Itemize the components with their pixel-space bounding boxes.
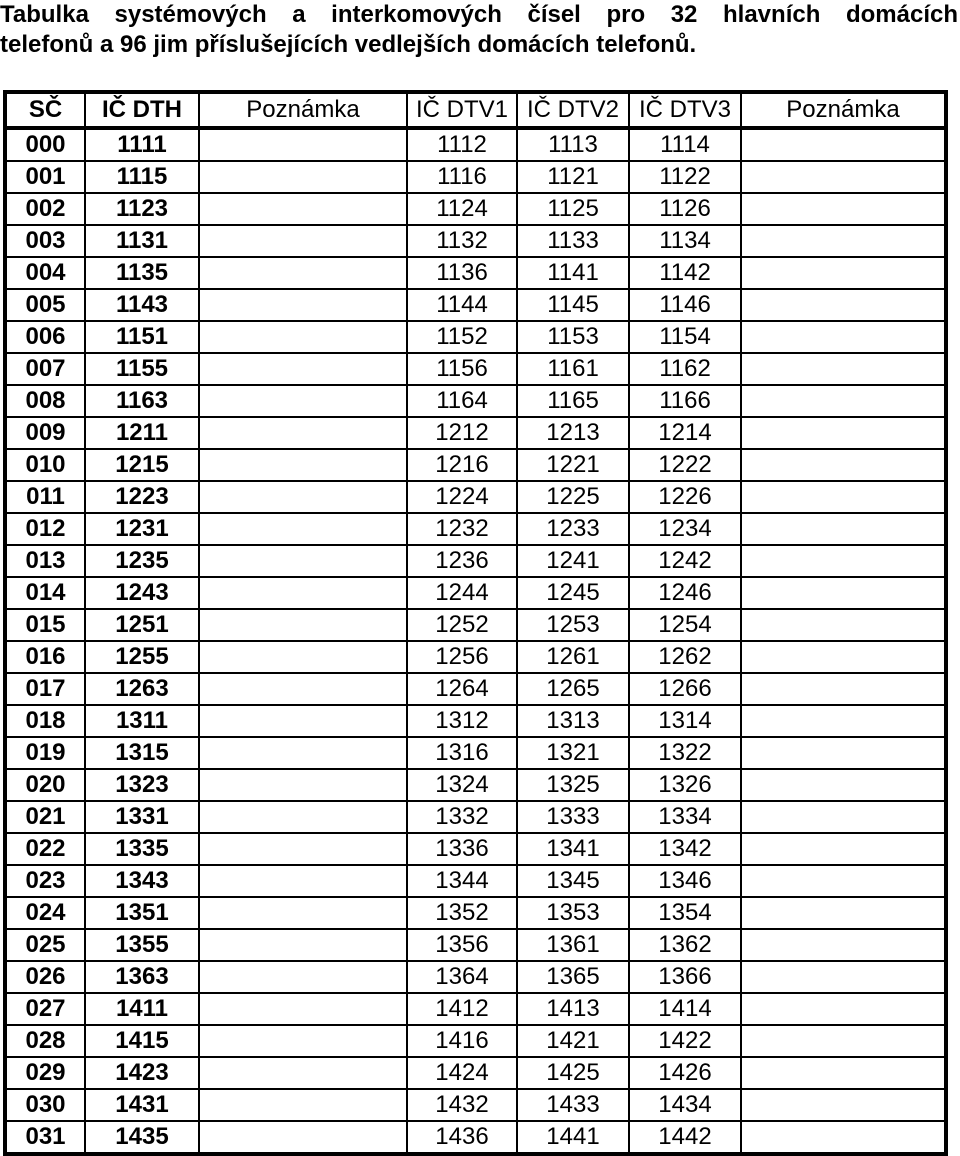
cell-note-1 <box>199 513 407 545</box>
cell-note-2 <box>741 545 946 577</box>
table-row <box>5 705 946 737</box>
cell-ic-dtv1: 1352 <box>407 897 517 929</box>
cell-sc: 023 <box>5 865 85 897</box>
cell-ic-dth: 1251 <box>85 609 199 641</box>
cell-ic-dtv2: 1245 <box>517 577 629 609</box>
cell-note-1 <box>199 353 407 385</box>
cell-note-1 <box>199 1089 407 1121</box>
cell-sc: 000 <box>5 128 85 161</box>
cell-ic-dth: 1423 <box>85 1057 199 1089</box>
cell-ic-dth: 1311 <box>85 705 199 737</box>
cell-ic-dtv3: 1246 <box>629 577 741 609</box>
cell-note-1 <box>199 769 407 801</box>
table-row <box>5 673 946 705</box>
cell-sc: 031 <box>5 1121 85 1154</box>
table-row <box>5 193 946 225</box>
table-row <box>5 385 946 417</box>
cell-ic-dtv1: 1112 <box>407 128 517 161</box>
cell-ic-dtv3: 1114 <box>629 128 741 161</box>
cell-note-1 <box>199 1025 407 1057</box>
header-note-1: Poznámka <box>199 92 407 128</box>
cell-note-2 <box>741 993 946 1025</box>
cell-ic-dtv3: 1362 <box>629 929 741 961</box>
cell-note-2 <box>741 193 946 225</box>
cell-ic-dtv2: 1165 <box>517 385 629 417</box>
cell-ic-dtv3: 1222 <box>629 449 741 481</box>
cell-ic-dtv1: 1356 <box>407 929 517 961</box>
cell-ic-dtv2: 1153 <box>517 321 629 353</box>
cell-ic-dtv3: 1134 <box>629 225 741 257</box>
cell-note-2 <box>741 257 946 289</box>
cell-note-2 <box>741 609 946 641</box>
cell-note-2 <box>741 225 946 257</box>
cell-ic-dth: 1223 <box>85 481 199 513</box>
cell-sc: 021 <box>5 801 85 833</box>
cell-ic-dtv3: 1214 <box>629 417 741 449</box>
cell-sc: 030 <box>5 1089 85 1121</box>
cell-sc: 009 <box>5 417 85 449</box>
cell-ic-dtv1: 1316 <box>407 737 517 769</box>
cell-ic-dtv2: 1161 <box>517 353 629 385</box>
cell-note-1 <box>199 417 407 449</box>
cell-ic-dth: 1131 <box>85 225 199 257</box>
cell-ic-dth: 1235 <box>85 545 199 577</box>
cell-ic-dtv2: 1261 <box>517 641 629 673</box>
table-row <box>5 449 946 481</box>
cell-sc: 007 <box>5 353 85 385</box>
header-sc: SČ <box>5 92 85 128</box>
cell-ic-dth: 1255 <box>85 641 199 673</box>
cell-note-2 <box>741 641 946 673</box>
cell-ic-dtv1: 1116 <box>407 161 517 193</box>
cell-ic-dtv3: 1266 <box>629 673 741 705</box>
header-row <box>5 92 946 128</box>
table-row <box>5 1089 946 1121</box>
cell-ic-dtv1: 1432 <box>407 1089 517 1121</box>
cell-ic-dtv2: 1321 <box>517 737 629 769</box>
cell-sc: 012 <box>5 513 85 545</box>
cell-note-1 <box>199 705 407 737</box>
cell-note-2 <box>741 385 946 417</box>
cell-sc: 005 <box>5 289 85 321</box>
cell-ic-dtv1: 1264 <box>407 673 517 705</box>
table-row <box>5 961 946 993</box>
cell-note-2 <box>741 929 946 961</box>
cell-ic-dtv3: 1414 <box>629 993 741 1025</box>
cell-ic-dtv1: 1132 <box>407 225 517 257</box>
cell-sc: 026 <box>5 961 85 993</box>
cell-sc: 011 <box>5 481 85 513</box>
table-row <box>5 1057 946 1089</box>
cell-ic-dtv1: 1144 <box>407 289 517 321</box>
cell-ic-dtv3: 1326 <box>629 769 741 801</box>
cell-note-1 <box>199 929 407 961</box>
table-row <box>5 545 946 577</box>
table-row <box>5 321 946 353</box>
cell-ic-dtv3: 1322 <box>629 737 741 769</box>
table-row <box>5 929 946 961</box>
cell-sc: 020 <box>5 769 85 801</box>
cell-ic-dtv2: 1113 <box>517 128 629 161</box>
cell-ic-dtv2: 1353 <box>517 897 629 929</box>
cell-sc: 017 <box>5 673 85 705</box>
cell-note-2 <box>741 1057 946 1089</box>
cell-sc: 015 <box>5 609 85 641</box>
header-ic-dtv1: IČ DTV1 <box>407 92 517 128</box>
cell-note-1 <box>199 193 407 225</box>
cell-ic-dth: 1123 <box>85 193 199 225</box>
cell-ic-dtv1: 1256 <box>407 641 517 673</box>
cell-note-2 <box>741 1089 946 1121</box>
cell-note-1 <box>199 577 407 609</box>
table-body <box>5 128 946 1154</box>
cell-ic-dtv2: 1225 <box>517 481 629 513</box>
cell-ic-dtv3: 1226 <box>629 481 741 513</box>
cell-note-1 <box>199 961 407 993</box>
cell-ic-dtv3: 1346 <box>629 865 741 897</box>
cell-note-1 <box>199 545 407 577</box>
cell-note-2 <box>741 289 946 321</box>
cell-ic-dtv1: 1324 <box>407 769 517 801</box>
table-row <box>5 865 946 897</box>
cell-ic-dtv3: 1354 <box>629 897 741 929</box>
cell-note-2 <box>741 128 946 161</box>
cell-ic-dtv2: 1313 <box>517 705 629 737</box>
table-row <box>5 801 946 833</box>
cell-ic-dth: 1343 <box>85 865 199 897</box>
cell-ic-dth: 1111 <box>85 128 199 161</box>
cell-note-2 <box>741 321 946 353</box>
cell-ic-dtv2: 1433 <box>517 1089 629 1121</box>
cell-note-1 <box>199 993 407 1025</box>
table-row <box>5 417 946 449</box>
cell-ic-dtv2: 1325 <box>517 769 629 801</box>
cell-ic-dtv1: 1164 <box>407 385 517 417</box>
table-row <box>5 128 946 161</box>
cell-ic-dtv1: 1436 <box>407 1121 517 1154</box>
cell-ic-dtv1: 1424 <box>407 1057 517 1089</box>
cell-ic-dtv2: 1365 <box>517 961 629 993</box>
cell-ic-dtv3: 1254 <box>629 609 741 641</box>
table-row <box>5 1025 946 1057</box>
cell-ic-dtv3: 1122 <box>629 161 741 193</box>
cell-ic-dth: 1243 <box>85 577 199 609</box>
cell-ic-dth: 1163 <box>85 385 199 417</box>
cell-ic-dtv1: 1212 <box>407 417 517 449</box>
cell-note-2 <box>741 737 946 769</box>
cell-note-1 <box>199 128 407 161</box>
cell-ic-dtv3: 1426 <box>629 1057 741 1089</box>
table-row <box>5 609 946 641</box>
cell-ic-dtv1: 1236 <box>407 545 517 577</box>
cell-ic-dtv1: 1364 <box>407 961 517 993</box>
cell-ic-dtv2: 1345 <box>517 865 629 897</box>
cell-ic-dtv3: 1434 <box>629 1089 741 1121</box>
cell-ic-dtv1: 1232 <box>407 513 517 545</box>
cell-ic-dtv3: 1242 <box>629 545 741 577</box>
cell-ic-dth: 1151 <box>85 321 199 353</box>
cell-note-1 <box>199 865 407 897</box>
cell-note-2 <box>741 481 946 513</box>
cell-ic-dtv1: 1412 <box>407 993 517 1025</box>
cell-ic-dtv3: 1422 <box>629 1025 741 1057</box>
cell-note-1 <box>199 225 407 257</box>
cell-ic-dtv3: 1162 <box>629 353 741 385</box>
cell-sc: 003 <box>5 225 85 257</box>
cell-note-2 <box>741 769 946 801</box>
cell-ic-dth: 1135 <box>85 257 199 289</box>
cell-ic-dtv3: 1166 <box>629 385 741 417</box>
cell-ic-dtv2: 1265 <box>517 673 629 705</box>
cell-note-2 <box>741 833 946 865</box>
cell-ic-dtv1: 1252 <box>407 609 517 641</box>
cell-ic-dtv3: 1334 <box>629 801 741 833</box>
cell-ic-dth: 1315 <box>85 737 199 769</box>
cell-ic-dtv1: 1344 <box>407 865 517 897</box>
table-row <box>5 897 946 929</box>
cell-note-2 <box>741 1025 946 1057</box>
cell-note-2 <box>741 673 946 705</box>
cell-note-1 <box>199 609 407 641</box>
cell-note-2 <box>741 353 946 385</box>
cell-note-1 <box>199 897 407 929</box>
cell-sc: 004 <box>5 257 85 289</box>
table-row <box>5 161 946 193</box>
cell-note-1 <box>199 289 407 321</box>
cell-ic-dtv1: 1312 <box>407 705 517 737</box>
cell-ic-dtv3: 1342 <box>629 833 741 865</box>
cell-ic-dth: 1355 <box>85 929 199 961</box>
cell-ic-dth: 1155 <box>85 353 199 385</box>
cell-ic-dtv2: 1233 <box>517 513 629 545</box>
header-ic-dtv2: IČ DTV2 <box>517 92 629 128</box>
cell-ic-dtv3: 1154 <box>629 321 741 353</box>
cell-note-2 <box>741 161 946 193</box>
cell-note-1 <box>199 321 407 353</box>
cell-ic-dtv2: 1253 <box>517 609 629 641</box>
cell-ic-dtv3: 1146 <box>629 289 741 321</box>
cell-ic-dtv3: 1126 <box>629 193 741 225</box>
table-row <box>5 641 946 673</box>
cell-ic-dth: 1323 <box>85 769 199 801</box>
cell-ic-dth: 1211 <box>85 417 199 449</box>
cell-ic-dtv3: 1234 <box>629 513 741 545</box>
cell-note-1 <box>199 1057 407 1089</box>
cell-ic-dtv2: 1413 <box>517 993 629 1025</box>
cell-ic-dth: 1231 <box>85 513 199 545</box>
cell-ic-dtv1: 1124 <box>407 193 517 225</box>
cell-note-1 <box>199 449 407 481</box>
cell-note-2 <box>741 513 946 545</box>
cell-note-1 <box>199 801 407 833</box>
cell-note-1 <box>199 641 407 673</box>
cell-ic-dtv1: 1224 <box>407 481 517 513</box>
cell-ic-dtv2: 1145 <box>517 289 629 321</box>
cell-ic-dth: 1431 <box>85 1089 199 1121</box>
cell-ic-dtv1: 1336 <box>407 833 517 865</box>
cell-ic-dtv1: 1156 <box>407 353 517 385</box>
title-line-1: Tabulka systémových a interkomových čísel pro 32 hlavních domácích <box>0 1 958 28</box>
cell-sc: 027 <box>5 993 85 1025</box>
cell-ic-dth: 1263 <box>85 673 199 705</box>
cell-ic-dtv2: 1121 <box>517 161 629 193</box>
cell-note-1 <box>199 673 407 705</box>
cell-ic-dth: 1115 <box>85 161 199 193</box>
table-row <box>5 353 946 385</box>
cell-note-1 <box>199 257 407 289</box>
cell-ic-dth: 1143 <box>85 289 199 321</box>
cell-ic-dth: 1363 <box>85 961 199 993</box>
table-row <box>5 481 946 513</box>
table-row <box>5 993 946 1025</box>
cell-note-2 <box>741 577 946 609</box>
cell-ic-dtv3: 1314 <box>629 705 741 737</box>
cell-ic-dtv3: 1442 <box>629 1121 741 1154</box>
cell-ic-dth: 1331 <box>85 801 199 833</box>
cell-sc: 019 <box>5 737 85 769</box>
cell-ic-dtv2: 1125 <box>517 193 629 225</box>
cell-ic-dtv2: 1421 <box>517 1025 629 1057</box>
cell-ic-dtv2: 1133 <box>517 225 629 257</box>
table-row <box>5 289 946 321</box>
cell-sc: 008 <box>5 385 85 417</box>
cell-note-1 <box>199 161 407 193</box>
cell-sc: 014 <box>5 577 85 609</box>
header-ic-dth: IČ DTH <box>85 92 199 128</box>
cell-ic-dth: 1215 <box>85 449 199 481</box>
table-row <box>5 833 946 865</box>
cell-note-1 <box>199 1121 407 1154</box>
cell-ic-dtv2: 1221 <box>517 449 629 481</box>
number-table <box>3 90 948 1156</box>
table-header <box>5 92 946 128</box>
cell-ic-dtv2: 1213 <box>517 417 629 449</box>
cell-note-1 <box>199 481 407 513</box>
cell-note-2 <box>741 961 946 993</box>
cell-ic-dtv3: 1262 <box>629 641 741 673</box>
cell-ic-dth: 1415 <box>85 1025 199 1057</box>
cell-ic-dth: 1335 <box>85 833 199 865</box>
cell-sc: 029 <box>5 1057 85 1089</box>
cell-ic-dth: 1435 <box>85 1121 199 1154</box>
cell-sc: 028 <box>5 1025 85 1057</box>
cell-ic-dtv2: 1333 <box>517 801 629 833</box>
cell-sc: 001 <box>5 161 85 193</box>
table-row <box>5 225 946 257</box>
table-row <box>5 577 946 609</box>
cell-sc: 024 <box>5 897 85 929</box>
cell-sc: 022 <box>5 833 85 865</box>
cell-ic-dtv1: 1244 <box>407 577 517 609</box>
cell-sc: 002 <box>5 193 85 225</box>
table-row <box>5 1121 946 1154</box>
cell-note-1 <box>199 385 407 417</box>
cell-ic-dtv3: 1366 <box>629 961 741 993</box>
header-note-2: Poznámka <box>741 92 946 128</box>
cell-note-1 <box>199 737 407 769</box>
cell-note-2 <box>741 865 946 897</box>
cell-ic-dtv2: 1341 <box>517 833 629 865</box>
header-ic-dtv3: IČ DTV3 <box>629 92 741 128</box>
cell-ic-dth: 1351 <box>85 897 199 929</box>
cell-note-2 <box>741 1121 946 1154</box>
cell-ic-dtv1: 1416 <box>407 1025 517 1057</box>
document-title <box>0 0 960 60</box>
cell-ic-dtv2: 1241 <box>517 545 629 577</box>
cell-note-2 <box>741 705 946 737</box>
cell-ic-dtv1: 1332 <box>407 801 517 833</box>
cell-ic-dtv2: 1361 <box>517 929 629 961</box>
cell-ic-dtv1: 1216 <box>407 449 517 481</box>
cell-sc: 025 <box>5 929 85 961</box>
table-row <box>5 257 946 289</box>
cell-ic-dtv2: 1425 <box>517 1057 629 1089</box>
cell-sc: 013 <box>5 545 85 577</box>
cell-ic-dtv2: 1441 <box>517 1121 629 1154</box>
cell-ic-dtv3: 1142 <box>629 257 741 289</box>
table-row <box>5 513 946 545</box>
cell-sc: 010 <box>5 449 85 481</box>
cell-note-2 <box>741 449 946 481</box>
cell-note-2 <box>741 801 946 833</box>
cell-ic-dtv2: 1141 <box>517 257 629 289</box>
cell-sc: 006 <box>5 321 85 353</box>
cell-sc: 016 <box>5 641 85 673</box>
cell-sc: 018 <box>5 705 85 737</box>
cell-note-2 <box>741 417 946 449</box>
title-line-2: telefonů a 96 jim příslušejících vedlejších domácích telefonů. <box>0 31 697 58</box>
cell-note-2 <box>741 897 946 929</box>
cell-ic-dtv1: 1136 <box>407 257 517 289</box>
cell-ic-dtv1: 1152 <box>407 321 517 353</box>
cell-ic-dth: 1411 <box>85 993 199 1025</box>
cell-note-1 <box>199 833 407 865</box>
table-row <box>5 769 946 801</box>
table-row <box>5 737 946 769</box>
